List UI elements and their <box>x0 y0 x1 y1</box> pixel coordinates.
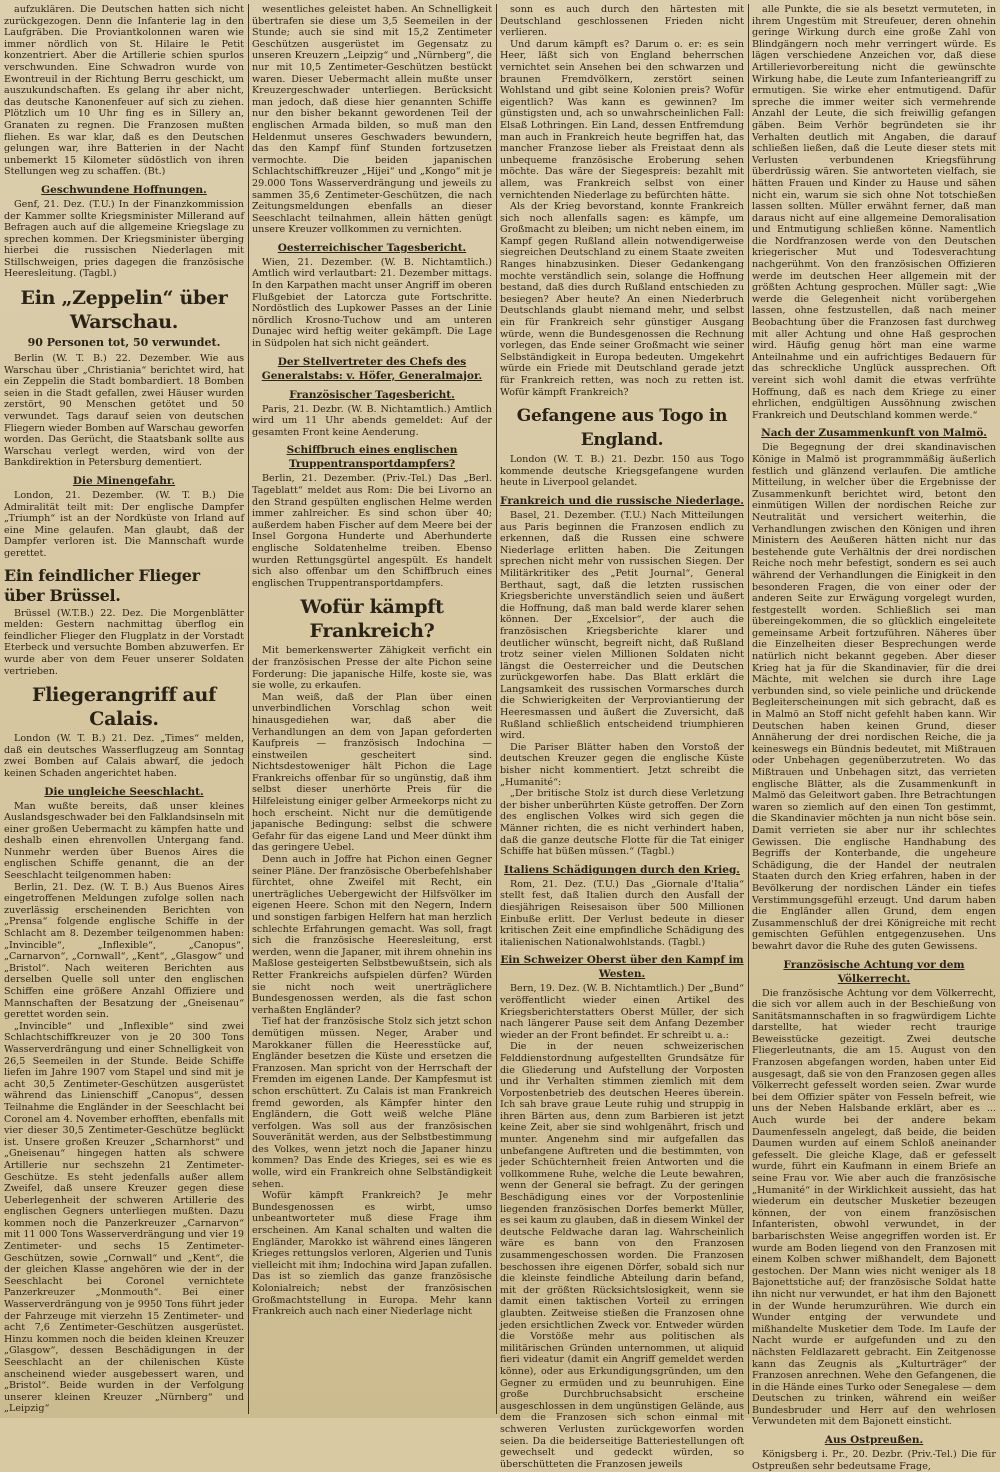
column-rule <box>248 4 249 1414</box>
headline-calais: Fliegerangriff auf Calais. <box>32 684 216 731</box>
headline-voelkerrecht: Französische Achtung vor dem Völkerrecht. <box>783 958 965 985</box>
article-text: „Invincible“ und „Inflexible“ sind zwei Schlachtschiffkreuzer von je 20 300 Tons Wasserverdrängung und einer Schnelligkeit von 26,5 Seemeilen in der Stunde. Beide Schiffe liefen im Jahre 1907 vom Stapel und sind mit je acht 30,5 Zentimeter-Geschützen ausgerüstet während das Linienschiff „Canopus“, dessen Teilnahme die Engländer in der Seeschlacht bei Coronel am 4. November erhofften, ebenfalls mit vier dieser 30,5 Zentimeter-Geschütze beglückt ist. Unsere großen Kreuzer „Scharnhorst“ und „Gneisenau“ hingegen hatten als schwere Artillerie nur sechszehn 21 Zentimeter-Geschütze. Es steht jedenfalls außer allem Zweifel, daß unsere Kreuzer gegen diese Ueberlegenheit der schweren Artillerie des englischen Gegners unterliegen mußten. Dazu kommen noch die Panzerkreuzer „Carnarvon“ mit 11 000 Tons Wasserverdrängung und vier 19 Zentimeter- und sechs 15 Zentimeter-Geschützen, sowie „Cornwall“ und „Kent“, die der gleichen Klasse angehören wie der in der Seeschlacht bei Coronel vernichtete Panzerkreuzer „Monmouth“. Bei einer Wasserverdrängung von je 9950 Tons führt jeder der Fahrzeuge mit vierzehn 15 Zentimeter- und acht 7,6 Zentimeter-Geschützen ausgerüstet. Hinzu kommen noch die beiden kleinen Kreuzer „Glasgow“, dessen Beschädigungen in der Seeschlacht an der chilenischen Küste anscheinend wieder ausgebessert waren, und „Bristol“. Beide wurden in der Verfolgung unserer kleinen Kreuzer „Nürnberg“ und „Leipzig“ <box>4 1020 244 1415</box>
headline-italien: Italiens Schädigungen durch den Krieg. <box>504 863 740 876</box>
headline-hoffnungen: Geschwundene Hoffnungen. <box>41 183 207 196</box>
column-rule <box>496 4 497 1414</box>
article-text: sonn es auch durch den härtesten mit Deutschland geschlossenen Frieden nicht verlieren. <box>500 4 744 39</box>
article-text: Die in der neuen schweizerischen Felddienstordnung aufgestellten Grundsätze für die Gliederung und Aufstellung der Vorposten und ihr Verhalten stimmen ziemlich mit dem Vorpostenbetrieb des deutschen Heeres überein. Ich sah brave graue Leute ruhig und struppig in ihren Bärten aus, denn zum Barbieren ist jetzt keine Zeit, aber sie sind wohlgenährt, frisch und munter. Angenehm sind mir aufgefallen das unbefangene Auftreten und die bestimmten, von jeder Schüchternheit freien Antworten und die vollkommene Ruhe, welche die Leute bewahren, wenn der General sie befragt. Zu der geringen Beschädigung eines vor der Vorpostenlinie liegenden französischen Dorfes bemerkt Müller, es sei kaum zu glauben, daß in diesem Winkel der deutsche Feldwache daran lag. Wahrscheinlich wäre es bann von den Franzosen zusammengeschossen worden. Die Franzosen beschossen ihre eigenen Dörfer, sobald sich nur die kleinste feindliche Abteilung darin befand, mit der größten Rücksichtslosigkeit, wenn sie damit einen taktischen Vorteil zu erringen glaubten. Zeitweise stießen die Franzosen ohne jeden ersichtlichen Zweck vor. Entweder würden die Vorstöße mehr aus politischen als militärischen Gründen unternommen, ut aliquid fieri videatur (damit ein Angriff gemeldet werden könne), oder aus Erkundigungsgründen, um den Gegner zu ermüden und zu beunruhigen. Eine große Durchbruchsabsicht erscheine ausgeschlossen in dem ungünstigen Gelände, aus dem die Franzosen sich schon einmal mit schweren Verlusten zurückgeworfen worden seien. Da die beiderseitige Batteriestellungen oft gewechselt und gedeckt würden, so überschütteten die Franzosen jeweils <box>500 1041 744 1470</box>
headline-ostpreussen: Aus Ostpreußen. <box>824 1434 924 1447</box>
headline-minengefahr: Die Minengefahr. <box>72 475 176 487</box>
article-text: Brüssel (W.T.B.) 22. Dez. Die Morgenblätter melden: Gestern nachmittag überflog ein feindlicher Flieger den Flugplatz in der Vorstadt Eterbeck und versuchte Bomben abzuwerfen. Er wurde aber von dem Feuer unserer Soldaten vertrieben. <box>4 607 244 677</box>
column-2 <box>252 4 492 1414</box>
subheadline-zeppelin: 90 Personen tot, 50 verwundet. <box>27 336 221 350</box>
article-text: Berlin, 21. Dezember. (Priv.-Tel.) Das „Berl. Tageblatt“ meldet aus Rom: Die bei Livorno an den Strand gespülten englischen Helme werden immer zahlreicher. Es sind schon über 40; außerdem haben Fischer auf dem Meere bei der Insel Gorgona Hunderte und Aberhunderte englische Soldatenhelme treiben. Ebenso wurden Rettungsgürtel angespült. Es handelt sich also offenbar um den Schiffbruch eines englischen Truppentransportdampfers. <box>252 473 492 589</box>
article-text: Man weiß, daß der Plan über einen unverbindlichen Vorschlag schon weit hinausgediehen war, daß aber die Verhandlungen an dem von Japan geforderten Kaufpreis — französisch Indochina — einstweilen gescheitert sind. Nichtsdestoweniger hält Pichon die Lage Frankreichs offenbar für so ungünstig, daß ihm selbst dieser unerhörte Preis für die Hilfeleistung einiger gelber Armeekorps nicht zu hoch erscheint. Nicht nur die demütigende japanische Bedingung: selbst die schwere Gefahr für das eigene Land und Meer dünkt ihm das geringere Uebel. <box>252 691 492 854</box>
article-text: wesentliches geleistet haben. An Schnelligkeit übertrafen sie diese um 3,5 Seemeilen in der Stunde; auch sie sind mit 15,2 Zentimeter Geschützen ausgerüstet im Gegensatz zu unseren Kreuzern „Leipzig“ und „Nürnberg“, die nur mit 10,5 Zentimeter-Geschützen bestückt waren. Dieser Uebermacht allein mußte unser Kreuzergeschwader unterliegen. Berücksicht man jedoch, daß diese hier genannten Schiffe nur den bisher bekannt gewordenen Teil der englischen Armada bilden, so muß man den Heldenmut unseres Geschwaders bewundern, das den Kampf fünf Stunden fortzusetzen vermochte. Die beiden japanischen Schlachtschiffkreuzer „Hijei“ und „Kongo“ mit je 29.000 Tons Wasserverdrängung und jeweils zu sammen 35,6 Zentimeter-Geschützen, die nach Zeitungsmeldungen ebenfalls an dieser Seeschlacht teilnahmen, allein hätten genügt unsere Kreuzer vollkommen zu vernichten. <box>252 4 492 236</box>
headline-russische-niederlage: Frankreich und die russische Niederlage. <box>500 494 744 507</box>
article-text: Tief hat der französische Stolz sich jetzt schon demütigen müssen. Neger, Araber und Marokkaner füllen die Heeresstücke auf, Engländer besetzen die Küste und ersetzen die Franzosen. Man spricht von der Herrschaft der Fremden im eigenen Lande. Der Kampfesmut ist schon erschüttert. Zu Calais ist man Frankreich fremd geworden, als Kämpfer hinter den Engländern, die Gott weiß welche Pläne verfolgen. Was soll aus der französischen Souveränität werden, aus der Selbstbestimmung des Volkes, wenn jetzt noch die Japaner hinzu kommen? Das Ende des Krieges, sei es wie es wolle, wird ein Frankreich ohne Selbständigkeit sehen. <box>252 1016 492 1190</box>
headline-stellvertreter: Der Stellvertreter des Chefs des Generalstabs: v. Höfer, Generalmajor. <box>261 355 483 382</box>
headline-togo: Gefangene aus Togo in England. <box>516 406 728 451</box>
headline-oesterreich: Oesterreichischer Tagesbericht. <box>277 241 467 254</box>
article-text: Die französische Achtung vor dem Völkerrecht, die sich vor allem auch in der Beschießung von Sanitätsmannschaften in so fragwürdigem Lichte darstellte, hat wieder recht traurige Beweisstücke gezeitigt. Zwei deutsche Fliegerleutnants, die am 15. August von den Franzosen abgefangen worden, haben unter Eid ausgesagt, daß sie von den Franzosen gegen alles Völkerrecht gefesselt worden seien. Zwar wurde bei dem Offizier später von Fesseln befreit, wie uns der Neben Halsbande erklärt, aber es ... Auch wurde bei der andere bekam Daumenfesseln angelegt, daß beide, die beiden Daumen wurden auf einem Schloß aneinander gefesselt. Die gleiche Klage, daß er gefesselt wurde, führt ein Kaufmann in einem Briefe an seine Frau vor. Wie aber auch die französische „Humanité“ in der Wirklichkeit aussieht, das hat wiederum ein deutscher Musketier bezeugen können, der von einem französischen Infanteristen, obwohl verwundet, in der barbarischsten Weise angegriffen worden ist. Er wurde am Boden liegend von den Franzosen mit einem Kolben schwer mißhandelt, dem Bajonett gestochen. Der Mann wies nicht weniger als 18 Bajonettstiche auf; der französische Soldat hatte ihn nicht nur verwundet, er hat ihm den Bajonett in der Wunde herumzurühren. Wie durch ein Wunder entging der verwundete und mißhandelte Musketier dem Tode. Im Laufe der Nacht wurde er aufgefunden und zu den nächsten Feldlazarett gebracht. Ein Zeitgenosse kann das Zeugnis als „Kulturträger“ der Franzosen anrechnen. Wehe den Gefangenen, die in die Hände eines Turko oder Senegalese — dem Deutschen zu trinken, während ein weißer Bundesbruder und Herr auf den wehrlosen Verwundeten mit dem Bajonett einsticht. <box>752 987 997 1428</box>
article-text: London (W. T. B.) 21. Dez. „Times“ melden, daß ein deutsches Wasserflugzeug am Sonntag zwei Bomben auf Calais abwarf, die jedoch keinen Schaden angerichtet haben. <box>4 733 244 779</box>
column-1 <box>4 4 244 1414</box>
article-text: Königsberg i. Pr., 20. Dezbr. (Priv.-Tel.) Die für Ostpreußen sehr bedeutsame Frage, <box>752 1449 996 1472</box>
article-text: Die Pariser Blätter haben den Vorstoß der deutschen Kreuzer gegen die englische Küste bisher nicht kommentiert. Jetzt schreibt die „Humanité“: <box>500 741 744 788</box>
article-text: Und darum kämpft es? Darum o. er: es sein Heer, läßt sich von England beherrschen vernichtet sein Ansehen bei den schwarzen und braunen Fremdvölkern, zerstört seinen Wohlstand und gibt seine Kolonien preis? Wofür eigentlich? Was kann es gewinnen? Im günstigsten und, ach so unwahrscheinlichen Fall: Elsaß Lothringen. Ein Land, dessen Entfremdung man auch in Frankreich heute begriffen hat, das mancher Franzose lieber als Freistaat denn als unbequeme französische Eroberung sehen möchte. Das wäre der Siegespreis: bezahlt mit allem, was Frankreich selbst von einer vernichtenden Niederlage zu befürchten hätte. <box>500 38 744 201</box>
article-text: aufzuklären. Die Deutschen hatten sich nicht zurückgezogen. Denn die Infanterie lag in den Laufgräben. Die Proviantkolonnen waren wie immer nördlich von St. Hilaire le Petit konzentriert. Aber die Artillerie schien spurlos verschwunden. Eine Schwadron wurde von Ewontreuil in der Richtung Berru geschickt, um auszukundschaften. Es gelang ihr aber nicht, das deutsche Kanonenfeuer auf sich zu ziehen. Plötzlich um 10 Uhr fing es in Sillery an, Granaten zu regnen. Die Franzosen mußten fliehen. Es war klar, daß es den Deutschen gelungen war, ihre Batterien in der Nacht unbemerkt 15 Kilometer südöstlich von ihren Stellungen weg zu schaffen. (Bt.) <box>4 4 244 178</box>
article-text: alle Punkte, die sie als besetzt vermuteten, in ihrem Ungestüm mit Streufeuer, deren ohnehin geringe Wirkung durch eine große Zahl von Blindgängern noch mehr verringert würde. Es lägen verschiedene Anzeichen vor, daß diese Artillerievorbereitung nicht die gewünschte Wirkung habe, die Leute zum Infanterieangriff zu ermutigen. Sie wirke eher entmutigend. Dafür spreche die immer weiter sich vermehrende Anzahl der Leute, die sich freiwillig gefangen gäben. Beim Verhör begründeten sie ihr Verhalten deutlich mit Angaben, die darauf schließen ließen, daß die Leute dieser stets mit Verlusten verbundenen Kriegsführung überdrüssig wären. Sie antworteten vielfach, sie hätten Frauen und Kinder zu Hause und sähen nicht ein, warum sie sich ohne Not totschießen lassen sollten. Müller erwähnt ferner, daß man daraus nicht auf eine allgemeine Demoralisation und Entmutigung schließen könne. Namentlich die Nordfranzosen werde von den Deutschen kriegerischer Mut und Todesverachtung nachgerühmt. Von den französischen Offizieren werde im deutschen Heer allgemein mit der größten Achtung gesprochen. Müller sagt: „Wie werde die Gelegenheit nicht vorübergehen lassen, ohne festzustellen, daß nach meiner Beobachtung über die Franzosen fast durchweg mit aller Achtung und ohne Haß gesprochen wird. Häufig genug hört man eine warme Anteilnahme und ein aufrichtiges Bedauern für das schreckliche Unglück aussprechen. Oft vereint sich wohl damit die etwas verfrühte Hoffnung, daß es nach dem Kriege zu einer ehrlichen, endgültigen Aussöhnung zwischen Frankreich und Deutschland kommen werde.“ <box>752 4 996 421</box>
article-text: Berlin, 21. Dez. (W. T. B.) Aus Buenos Aires eingetroffenen Meldungen zufolge sollen nach zuverlässig erscheinenden Berichten von „Prensa“ folgende englische Schiffe in der Schlacht am 8. Dezember teilgenommen haben: „Invincible“, „Inflexible“, „Canopus“, „Carnarvon“, „Cornwall“, „Kent“, „Glasgow“ und „Bristol“. Nach weiteren Berichten aus derselben Quelle soll unter den englischen Schiffen eine größere Anzahl Offiziere und Mannschaften der Besatzung der „Gneisenau“ gerettet worden sein. <box>4 881 244 1021</box>
headline-malmoe: Nach der Zusammenkunft von Malmö. <box>761 427 987 440</box>
column-4 <box>752 4 997 1472</box>
article-text: Rom, 21. Dez. (T.U.) Das „Giornale d'Italia“ stellt fest, daß Italien durch den Ausfall der diesjährigen Reisesaison über 500 Millionen Einbuße erlitt. Der Verlust bedeute in dieser kritischen Zeit eine empfindliche Schädigung des italienischen Nationalwohlstands. (Tagbl.) <box>500 878 744 948</box>
article-text: Genf, 21. Dez. (T.U.) In der Finanzkommission der Kammer sollte Kriegsminister Millerand auf Befragen auch auf die allgemeine Kriegslage zu sprechen kommen. Der Kriegsminister überging hierbei die russischen Niederlagen mit Stillschweigen, pries dagegen die französische Heeresleitung. (Tagbl.) <box>4 198 244 280</box>
article-text: Als der Krieg bevorstand, konnte Frankreich sich noch allenfalls sagen: es kämpfe, um Großmacht zu bleiben; um nicht neben einem, im Kampf gegen Rußland allein notwendigerweise siegreichen Deutschland zu einem Staate zweiten Ranges hinabzusinken. Dieser Gedankengang mochte verständlich sein, solange die Hoffnung bestand, daß dies durch Rußland entschieden zu besiegen? Aber heute? An einen Niederbruch Deutschlands glaubt niemand mehr, und selbst ein für Frankreich sehr günstiger Ausgang würde, wenn die Bundesgenossen die Rechnung vorlegen, das Ende seiner Großmacht wie seiner Selbständigkeit in Europa bedeuten. Umgekehrt würde ein Friede mit Deutschland gerade jetzt für Frankreich retten, was noch zu retten ist. Wofür kämpft Frankreich? <box>500 201 744 398</box>
article-text: London, 21. Dezember. (W. T. B.) Die Admiralität teilt mit: Der englische Dampfer „Triumph“ ist an der Nordküste von Irland auf eine Mine gelaufen. Man glaubt, daß der Dampfer verloren ist. Die Mannschaft wurde gerettet. <box>4 490 244 559</box>
headline-seeschlacht: Die ungleiche Seeschlacht. <box>44 785 204 798</box>
article-text: Die Begegnung der drei skandinavischen Könige in Malmö ist programmmäßig äußerlich festlich und glänzend verlaufen. Die amtliche Mitteilung, in welcher über die Ergebnisse der Zusammenkunft berichtet wird, betont den einmütigen Willen der nordischen Reiche zur Neutralität und versichert weiterhin, die Verhandlungen zwischen den Königen und ihren Ministern des Aeußeren hätten nicht nur das bestehende gute Verhältnis der drei nordischen Reiche noch mehr befestigt, sondern es sei auch während der Verhandlungen die Einigkeit in den besonderen Fragen, die von einer oder der anderen Seite zur Erwägung vorgelegt wurden, festgestellt worden. Schließlich sei man übereingekommen, die so glücklich eingeleitete gemeinsame Arbeit fortzuführen. Näheres über die Einzelheiten dieser Besprechungen werde natürlich nicht bekannt gegeben. Aber dieser Krieg hat ja für die Skandinavier, für die drei Mächte, mit welchen sie durch ihre Lage verbunden sind, so viele peinliche und drückende Begleiterscheinungen mit sich gebracht, daß es in Malmö an Stoff nicht gefehlt haben kann. Wir Deutschen haben keinen Grund, dieser Annäherung der drei nordischen Reiche, die ja keineswegs ein Bündnis bedeutet, mit Mißtrauen oder Unbehagen gegenüberzutreten. Wo das Mißtrauen und Unbehagen sitzt, das verrieten englische Blätter, als die Zusammenkunft in Malmö das Geleitwort gaben. Ihre Betrachtungen waren so ziemlich auf den einen Ton gestimmt, die Skandinavier möchten ja nun nicht böse sein. Damit verrieten sie aber nur ihr schlechtes Gewissen. Die englische Handhabung des Begriffs der Konterbande, die ungeheure Schädigung, die der Handel der neutralen Staaten durch den Krieg erfahren, haben in der Bevölkerung der nordischen Länder ein tiefes Verstimmungsgefühl erzeugt. Und darum haben die Engländer allen Grund, dem engen Zusammenschluß der drei Königreiche mit recht gemischten Gefühlen entgegenzusehen. Uns bewahrt davor die Ruhe des guten Gewissens. <box>752 442 996 952</box>
headline-zeppelin: Ein „Zeppelin“ über Warschau. <box>20 287 228 334</box>
headline-flieger-bruessel: Ein feindlicher Flieger über Brüssel. <box>4 565 200 605</box>
article-text: Basel, 21. Dezember. (T.U.) Nach Mitteilungen aus Paris beginnen die Franzosen endlich zu erkennen, daß die Russen eine schwere Niederlage erlitten haben. Die Zeitungen sprechen nicht mehr von russischen Siegen. Der Militärkritiker des „Petit Journal“, General Berthaut, sagt, daß die letzten russischen Kriegsberichte unverständlich seien und äußert die Hoffnung, daß man bald werde klarer sehen können. Der „Excelsior“, der auch die französischen Kriegsberichte klarer und deutlicher wünscht, begreift nicht, daß Rußland trotz seiner vielen Millionen Soldaten nicht längst die Oesterreicher und die Deutschen zurückgeworfen habe. Das Blatt erklärt die Langsamkeit des russischen Vormarsches durch die Schwierigkeiten der Verproviantierung der Heeresmassen und äußert die Zuversicht, daß Rußland schließlich entscheidend triumphieren wird. <box>500 509 744 742</box>
article-text: Wofür kämpft Frankreich? Je mehr Bundesgenossen es wirbt, umso unbeantworteter muß diese Frage ihm erscheinen. Am Kanal schalten und walten die Engländer, Marokko ist während eines längeren Krieges rettungslos verloren, Algerien und Tunis vielleicht mit ihm; Indochina wird Japan zufallen. Das ist so ziemlich das ganze französische Kolonialreich; nebst der französischen Großmachtstellung in Europa. Mehr kann Frankreich auch nach einer Niederlage nicht <box>252 1190 492 1318</box>
article-text: Denn auch in Joffre hat Pichon einen Gegner seiner Pläne. Der französische Oberbefehlshaber fürchtet, ohne Zweifel mit Recht, ein unerträgliches Uebergewicht der Hilfsvölker im eigenen Heere. Schon mit den Negern, Indern und sonstigen farbigen Helfern hat man herzlich schlechte Erfahrungen gemacht. Was soll, fragt sich die französische Heeresleitung, erst werden, wenn die Japaner, mit ihrem ohnehin ins Maßlose gesteigerten Selbstbewußtsein, sich als Retter Frankreichs aufspielen dürfen? Würden sie nicht noch weit unerträglichere Bundesgenossen werden, als die fast schon verhaßten Engländer? <box>252 854 492 1016</box>
article-text: Wien, 21. Dezember. (W. B. Nichtamtlich.) Amtlich wird verlautbart: 21. Dezember mittags. In den Karpathen macht unser Angriff im oberen Flußgebiet der Latorcza gute Fortschritte. Nordöstlich des Lupkower Passes an der Linie nördlich Krosno-Tuchow und am unteren Dunajec wird heftig weiter gekämpft. Die Lage in Südpolen hat sich nicht geändert. <box>252 256 492 350</box>
column-rule <box>748 4 749 1414</box>
article-text: London (W. T. B.) 21. Dezbr. 150 aus Togo kommende deutsche Kriegsgefangene wurden heute in Liverpool gelandet. <box>500 454 744 489</box>
headline-schweizer-oberst: Ein Schweizer Oberst über den Kampf im Westen. <box>500 954 744 981</box>
article-text: Berlin (W. T. B.) 22. Dezember. Wie aus Warschau über „Christiania“ berichtet wird, hat ein Zeppelin die Stadt bombardiert. 18 Bomben seien in die Stadt gefallen, zwei Häuser wurden zerstört, 90 Menschen getötet und 50 verwundet. Tags darauf seien von deutschen Fliegern wieder Bomben auf Warschau geworfen worden. Das Gerücht, die Staatsbank sollte aus Warschau verlegt werden, wird von der Bankdirektion in Petersburg dementiert. <box>4 353 244 469</box>
headline-schiffbruch: Schiffbruch eines englischen Truppentransportdampfers? <box>286 444 458 471</box>
column-3 <box>500 4 744 1470</box>
article-text: „Der britische Stolz ist durch diese Verletzung der bisher unberührten Küste getroffen. Der Zorn des englischen Volkes wird sich gegen die Männer richten, die es nicht verhindert haben, daß die ganze deutsche Flotte für die Tat einiger Schiffe hat büßen müssen.“ (Tagbl.) <box>500 788 744 858</box>
article-text: Man wußte bereits, daß unser kleines Auslandsgeschwader bei den Falklandsinseln mit einer großen Uebermacht zu kämpfen hatte und deshalb einen ehrenvollen Untergang fand. Nunmehr werden über Buenos Aires die englischen Schiffe genannt, die an der Seeschlacht teilgenommen haben: <box>4 800 244 882</box>
article-text: Paris, 21. Dezbr. (W. B. Nichtamtlich.) Amtlich wird um 11 Uhr abends gemeldet: Auf der gesamten Front keine Aenderung. <box>252 403 492 438</box>
article-text: Mit bemerkenswerter Zähigkeit verficht ein der französischen Presse der alte Pichon seine Forderung: Die japanische Hilfe, koste sie, was sie wolle, zu erkaufen. <box>252 645 492 692</box>
headline-wofuer: Wofür kämpft Frankreich? <box>300 596 444 643</box>
article-text: Bern, 19. Dez. (W. B. Nichtamtlich.) Der „Bund“ veröffentlicht wieder einen Artikel des Kriegsberichterstatters Oberst Müller, der sich nach längerer Pause seit dem Anfang Dezember wieder an der Front befindet. Er schreibt u. a.: <box>500 983 744 1041</box>
headline-franzoesisch: Französischer Tagesbericht. <box>289 388 455 401</box>
